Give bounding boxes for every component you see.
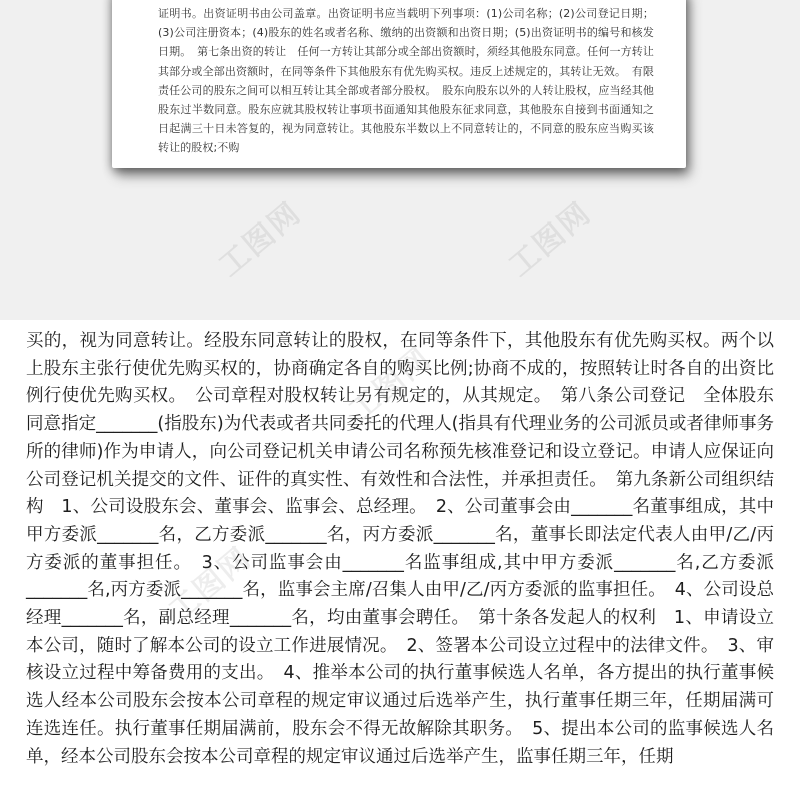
body-paragraph: 买的，视为同意转让。经股东同意转让的股权，在同等条件下，其他股东有优先购买权。两个以上股东主张行使优先购买权的，协商确定各自的购买比例;协商不成的，按照转让时各自的出资比例行使优先购买权。 公司章程对股权转让另有规定的，从其规定。 第八条公司登记 全体股东同意指定_______(指股东)为代表或者共同委托的代理人(指具有代理业务的公司派员或者律师事务所的律师)作为申请人，向公司登记机关申请公司名称预先核准登记和设立登记。申请人应保证向公司登记机关提交的文件、证件的真实性、有效性和合法性，并承担责任。 第九条新公司组织结构 1、公司设股东会、董事会、监事会、总经理。 2、公司董事会由_______名董事组成，其中甲方委派_______名，乙方委派_______名，丙方委派_______名，董事长即法定代表人由甲/乙/丙方委派的董事担任。 3、公司监事会由_______名监事组成,其中甲方委派_______名,乙方委派_______名,丙方委派_______名，监事会主席/召集人由甲/乙/丙方委派的监事担任。 4、公司设总经理_______名，副总经理_______名，均由董事会聘任。 第十条各发起人的权利 1、申请设立本公司，随时了解本公司的设立工作进展情况。 2、签署本公司设立过程中的法律文件。 3、审核设立过程中筹备费用的支出。 4、推举本公司的执行董事候选人名单，各方提出的执行董事候选人经本公司股东会按本公司章程的规定审议通过后选举产生，执行董事任期三年，任期届满可连选连任。执行董事任期届满前，股东会不得无故解除其职务。 5、提出本公司的监事候选人名单，经本公司股东会按本公司章程的规定审议通过后选举产生，监事任期三年，任期 — [26, 331, 774, 767]
watermark: 工图网 — [212, 195, 309, 284]
watermark: 工图网 — [162, 540, 259, 629]
document-page — [112, 0, 686, 168]
document-preview-card — [112, 0, 694, 178]
watermark: 工图网 — [342, 340, 439, 429]
card-paragraph: 证明书。出资证明书由公司盖章。出资证明书应当载明下列事项：(1)公司名称；(2)公司登记日期；(3)公司注册资本；(4)股东的姓名或者名称、缴纳的出资额和出资日期；(5)出资证明书的编号和核发日期。 第七条出资的转让 任何一方转让其部分或全部出资额时，须经其他股东同意。任何一方转让其部分或全部出资额时，在同等条件下其他股东有优先购买权。违反上述规定的，其转让无效。 有限责任公司的股东之间可以相互转让其全部或者部分股权。 股东向股东以外的人转让股权，应当经其他股东过半数同意。股东应就其股权转让事项书面通知其他股东征求同意，其他股东自接到书面通知之日起满三十日未答复的，视为同意转让。其他股东半数以上不同意转让的，不同意的股东应当购买该转让的股权;不购 — [158, 7, 654, 155]
watermark: 工图网 — [502, 195, 599, 284]
